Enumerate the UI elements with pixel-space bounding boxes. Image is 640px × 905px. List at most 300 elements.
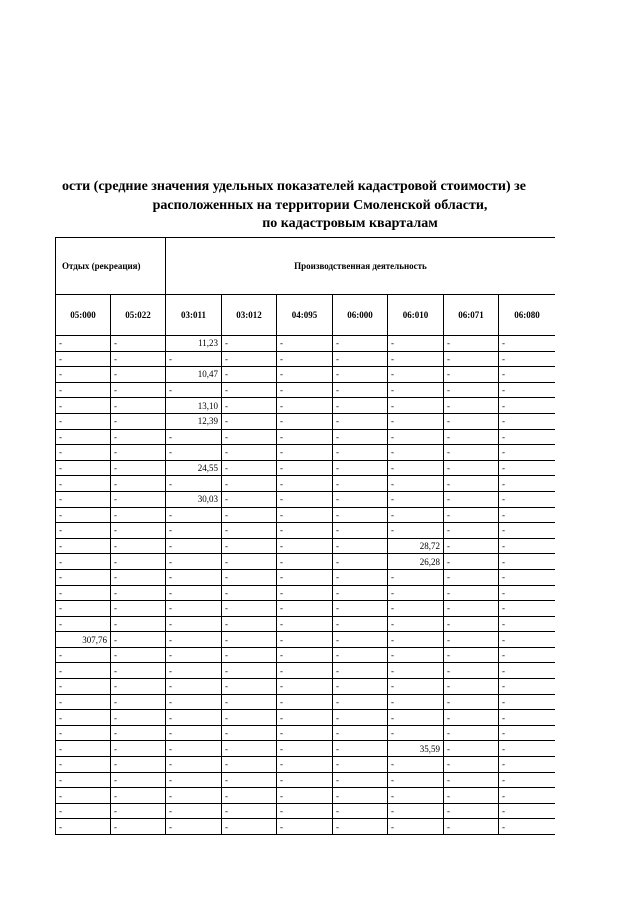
table-cell: -: [444, 460, 499, 476]
table-cell: -: [499, 336, 556, 352]
table-cell: -: [56, 616, 111, 632]
table-cell: -: [444, 710, 499, 726]
table-row: [56, 336, 556, 352]
table-cell: -: [388, 616, 444, 632]
table-row: [56, 554, 556, 570]
table-cell: -: [444, 601, 499, 617]
table-cell: -: [444, 554, 499, 570]
table-cell: -: [388, 413, 444, 429]
table-cell: -: [333, 694, 388, 710]
table-cell: -: [499, 367, 556, 383]
column-code-header: 06:080: [499, 295, 556, 336]
table-cell: -: [56, 772, 111, 788]
table-cell: -: [277, 710, 333, 726]
table-cell: -: [222, 476, 277, 492]
table-cell: -: [111, 398, 166, 414]
document-title-line-2: расположенных на территории Смоленской области,: [152, 198, 488, 213]
table-cell: -: [499, 679, 556, 695]
table-cell: 10,47: [166, 367, 222, 383]
table-cell: -: [444, 725, 499, 741]
table-cell: -: [56, 788, 111, 804]
table-row: [56, 647, 556, 663]
table-cell: -: [499, 445, 556, 461]
table-cell: -: [222, 351, 277, 367]
table-cell: -: [222, 413, 277, 429]
table-cell: -: [111, 585, 166, 601]
table-cell: -: [166, 616, 222, 632]
table-cell: -: [388, 398, 444, 414]
table-cell: -: [111, 367, 166, 383]
table-cell: -: [499, 710, 556, 726]
table-cell: -: [333, 445, 388, 461]
table-cell: -: [333, 585, 388, 601]
table-cell: -: [388, 647, 444, 663]
table-row: [56, 476, 556, 492]
table-cell: -: [166, 710, 222, 726]
table-cell: -: [277, 507, 333, 523]
table-cell: -: [333, 601, 388, 617]
table-row: [56, 445, 556, 461]
table-cell: -: [277, 523, 333, 539]
table-cell: -: [111, 382, 166, 398]
table-cell: -: [111, 460, 166, 476]
table-row: [56, 523, 556, 539]
table-cell: -: [166, 647, 222, 663]
table-cell: -: [56, 663, 111, 679]
table-cell: -: [333, 741, 388, 757]
table-cell: -: [222, 336, 277, 352]
table-row: [56, 491, 556, 507]
table-cell: -: [333, 554, 388, 570]
table-cell: -: [388, 382, 444, 398]
table-cell: 13,10: [166, 398, 222, 414]
table-cell: -: [499, 647, 556, 663]
column-code-header: 06:010: [388, 295, 444, 336]
table-row: [56, 382, 556, 398]
table-cell: -: [499, 523, 556, 539]
table-cell: -: [333, 632, 388, 648]
table-row: [56, 367, 556, 383]
table-cell: -: [56, 694, 111, 710]
table-cell: -: [499, 538, 556, 554]
table-cell: -: [499, 757, 556, 773]
table-cell: -: [277, 429, 333, 445]
table-cell: -: [111, 601, 166, 617]
table-cell: -: [333, 367, 388, 383]
table-cell: -: [56, 601, 111, 617]
table-cell: -: [111, 523, 166, 539]
table-cell: -: [444, 523, 499, 539]
table-cell: -: [222, 694, 277, 710]
table-cell: -: [333, 647, 388, 663]
table-cell: -: [111, 694, 166, 710]
table-cell: -: [56, 460, 111, 476]
table-cell: -: [388, 569, 444, 585]
table-cell: -: [499, 819, 556, 835]
table-cell: -: [499, 803, 556, 819]
table-cell: 35,59: [388, 741, 444, 757]
table-cell: -: [111, 679, 166, 695]
table-cell: -: [388, 460, 444, 476]
table-cell: -: [499, 351, 556, 367]
table-cell: -: [333, 538, 388, 554]
table-row: [56, 507, 556, 523]
table-cell: -: [56, 803, 111, 819]
table-cell: -: [166, 694, 222, 710]
column-code-header: 06:071: [444, 295, 499, 336]
table-cell: -: [56, 367, 111, 383]
table-cell: -: [277, 460, 333, 476]
table-cell: -: [222, 788, 277, 804]
table-cell: 11,23: [166, 336, 222, 352]
table-cell: -: [333, 616, 388, 632]
table-cell: -: [222, 741, 277, 757]
table-cell: -: [166, 554, 222, 570]
table-cell: -: [444, 679, 499, 695]
table-cell: -: [166, 351, 222, 367]
table-cell: -: [166, 569, 222, 585]
table-cell: -: [111, 507, 166, 523]
table-cell: -: [388, 757, 444, 773]
table-cell: -: [388, 585, 444, 601]
table-cell: -: [499, 694, 556, 710]
table-cell: -: [333, 725, 388, 741]
table-cell: -: [222, 803, 277, 819]
table-cell: -: [56, 445, 111, 461]
document-title-line-3: по кадастровым кварталам: [262, 216, 438, 231]
table-cell: -: [222, 507, 277, 523]
column-code-header: 05:000: [56, 295, 111, 336]
table-cell: -: [333, 803, 388, 819]
table-cell: -: [111, 741, 166, 757]
table-cell: -: [333, 757, 388, 773]
table-cell: -: [222, 601, 277, 617]
table-cell: -: [388, 663, 444, 679]
table-row: [56, 819, 556, 835]
table-cell: -: [333, 336, 388, 352]
table-cell: 24,55: [166, 460, 222, 476]
document-title-line-1: ости (средние значения удельных показателей кадастровой стоимости) зе: [62, 179, 526, 194]
table-cell: -: [111, 429, 166, 445]
table-cell: -: [444, 585, 499, 601]
table-cell: -: [56, 491, 111, 507]
table-cell: -: [277, 382, 333, 398]
table-cell: -: [444, 694, 499, 710]
table-cell: -: [166, 445, 222, 461]
table-cell: -: [222, 725, 277, 741]
table-row: [56, 585, 556, 601]
table-cell: -: [111, 476, 166, 492]
table-cell: -: [166, 679, 222, 695]
table-row: [56, 460, 556, 476]
code-header-row: [56, 295, 556, 336]
table-cell: -: [277, 757, 333, 773]
table-cell: -: [444, 398, 499, 414]
table-cell: -: [444, 772, 499, 788]
table-cell: -: [166, 538, 222, 554]
table-cell: 26,28: [388, 554, 444, 570]
table-cell: -: [166, 429, 222, 445]
table-cell: -: [222, 616, 277, 632]
table-cell: -: [222, 757, 277, 773]
table-cell: -: [388, 632, 444, 648]
table-cell: -: [56, 725, 111, 741]
table-cell: -: [388, 367, 444, 383]
table-row: [56, 398, 556, 414]
table-cell: -: [111, 725, 166, 741]
table-cell: -: [277, 819, 333, 835]
table-cell: -: [388, 772, 444, 788]
table-cell: -: [277, 679, 333, 695]
table-cell: -: [388, 710, 444, 726]
table-row: [56, 351, 556, 367]
table-row: [56, 679, 556, 695]
table-cell: -: [222, 819, 277, 835]
table-row: [56, 788, 556, 804]
table-cell: -: [111, 632, 166, 648]
column-code-header: 03:011: [166, 295, 222, 336]
table-cell: -: [333, 569, 388, 585]
table-cell: -: [277, 788, 333, 804]
table-cell: -: [166, 757, 222, 773]
table-cell: -: [111, 819, 166, 835]
table-cell: -: [444, 538, 499, 554]
column-code-header: 05:022: [111, 295, 166, 336]
table-cell: -: [499, 725, 556, 741]
table-row: [56, 694, 556, 710]
table-cell: -: [222, 647, 277, 663]
table-cell: -: [56, 336, 111, 352]
table-cell: -: [444, 336, 499, 352]
table-cell: -: [222, 679, 277, 695]
table-cell: -: [499, 601, 556, 617]
table-cell: -: [333, 460, 388, 476]
table-cell: -: [388, 445, 444, 461]
table-cell: -: [222, 398, 277, 414]
table-cell: -: [444, 741, 499, 757]
table-cell: -: [56, 647, 111, 663]
table-cell: -: [166, 585, 222, 601]
table-cell: 28,72: [388, 538, 444, 554]
group-header-row: [56, 238, 556, 295]
table-cell: -: [277, 741, 333, 757]
table-cell: -: [499, 460, 556, 476]
table-cell: -: [499, 632, 556, 648]
table-cell: -: [166, 507, 222, 523]
table-cell: -: [56, 523, 111, 539]
table-cell: -: [56, 429, 111, 445]
table-cell: -: [222, 632, 277, 648]
table-cell: -: [222, 445, 277, 461]
table-row: [56, 632, 556, 648]
table-cell: -: [56, 382, 111, 398]
table-cell: -: [166, 663, 222, 679]
table-cell: -: [111, 413, 166, 429]
table-cell: -: [499, 398, 556, 414]
table-cell: -: [56, 757, 111, 773]
table-cell: -: [111, 538, 166, 554]
table-cell: -: [444, 367, 499, 383]
table-cell: -: [277, 491, 333, 507]
table-cell: -: [166, 741, 222, 757]
table-cell: -: [444, 382, 499, 398]
table-cell: -: [277, 336, 333, 352]
table-row: [56, 710, 556, 726]
table-cell: -: [388, 336, 444, 352]
table-cell: -: [111, 491, 166, 507]
table-cell: -: [499, 741, 556, 757]
table-cell: -: [388, 694, 444, 710]
table-row: [56, 413, 556, 429]
table-cell: -: [277, 803, 333, 819]
column-code-header: 04:095: [277, 295, 333, 336]
table-cell: -: [166, 772, 222, 788]
table-cell: -: [499, 491, 556, 507]
table-cell: -: [111, 757, 166, 773]
table-cell: -: [388, 725, 444, 741]
table-row: [56, 725, 556, 741]
table-cell: -: [277, 398, 333, 414]
table-cell: -: [56, 398, 111, 414]
table-cell: -: [56, 476, 111, 492]
table-cell: -: [388, 819, 444, 835]
table-cell: -: [388, 803, 444, 819]
table-cell: -: [444, 663, 499, 679]
table-row: [56, 616, 556, 632]
column-code-header: 06:000: [333, 295, 388, 336]
table-cell: -: [111, 336, 166, 352]
table-cell: -: [111, 351, 166, 367]
table-cell: -: [277, 445, 333, 461]
table-row: [56, 538, 556, 554]
table-cell: -: [444, 632, 499, 648]
table-cell: -: [111, 772, 166, 788]
table-row: [56, 663, 556, 679]
table-cell: 307,76: [56, 632, 111, 648]
table-cell: -: [277, 569, 333, 585]
table-cell: -: [333, 351, 388, 367]
table-cell: -: [444, 351, 499, 367]
table-cell: -: [56, 538, 111, 554]
table-cell: -: [166, 523, 222, 539]
table-cell: -: [499, 429, 556, 445]
table-cell: -: [444, 476, 499, 492]
table-cell: -: [499, 476, 556, 492]
table-cell: -: [499, 772, 556, 788]
table-cell: -: [444, 429, 499, 445]
table-cell: -: [333, 476, 388, 492]
table-cell: 30,03: [166, 491, 222, 507]
table-cell: -: [166, 632, 222, 648]
table-cell: -: [499, 569, 556, 585]
table-cell: -: [277, 632, 333, 648]
table-cell: -: [277, 772, 333, 788]
table-cell: -: [277, 647, 333, 663]
table-cell: -: [277, 694, 333, 710]
table-cell: -: [388, 351, 444, 367]
table-cell: -: [56, 554, 111, 570]
table-cell: -: [444, 491, 499, 507]
table-cell: -: [499, 507, 556, 523]
table-cell: -: [333, 788, 388, 804]
table-cell: -: [222, 710, 277, 726]
table-cell: -: [56, 413, 111, 429]
column-code-header: 03:012: [222, 295, 277, 336]
table-cell: -: [333, 710, 388, 726]
table-cell: -: [166, 788, 222, 804]
table-cell: -: [499, 788, 556, 804]
table-cell: -: [277, 538, 333, 554]
table-cell: -: [444, 819, 499, 835]
table-cell: -: [388, 788, 444, 804]
table-cell: -: [499, 413, 556, 429]
table-cell: -: [222, 382, 277, 398]
table-cell: -: [111, 616, 166, 632]
table-cell: -: [56, 819, 111, 835]
table-cell: -: [499, 585, 556, 601]
table-cell: -: [166, 725, 222, 741]
table-cell: -: [166, 601, 222, 617]
table-cell: -: [499, 663, 556, 679]
table-cell: -: [111, 445, 166, 461]
table-cell: -: [222, 429, 277, 445]
table-row: [56, 601, 556, 617]
table-cell: -: [388, 429, 444, 445]
table-cell: -: [333, 382, 388, 398]
table-row: [56, 429, 556, 445]
table-cell: -: [333, 413, 388, 429]
table-cell: -: [56, 710, 111, 726]
table-cell: -: [111, 788, 166, 804]
table-cell: -: [499, 616, 556, 632]
table-cell: -: [111, 569, 166, 585]
table-cell: -: [333, 819, 388, 835]
table-cell: -: [56, 679, 111, 695]
table-cell: -: [388, 476, 444, 492]
table-row: [56, 803, 556, 819]
cadastral-value-table: [55, 237, 555, 835]
table-cell: -: [277, 367, 333, 383]
table-cell: -: [388, 679, 444, 695]
table-cell: -: [222, 538, 277, 554]
table-cell: -: [277, 585, 333, 601]
table-cell: -: [56, 741, 111, 757]
table-row: [56, 569, 556, 585]
table-cell: -: [277, 601, 333, 617]
table-cell: -: [277, 351, 333, 367]
table-cell: -: [222, 491, 277, 507]
group-header-recreation: Отдых (рекреация): [56, 238, 166, 295]
table-cell: -: [222, 523, 277, 539]
table-cell: -: [111, 710, 166, 726]
table-cell: -: [222, 569, 277, 585]
table-cell: -: [333, 429, 388, 445]
table-cell: -: [444, 413, 499, 429]
table-cell: -: [222, 585, 277, 601]
table-cell: -: [56, 569, 111, 585]
table-cell: -: [499, 554, 556, 570]
table-cell: -: [333, 679, 388, 695]
table-cell: 12,39: [166, 413, 222, 429]
table-cell: -: [222, 554, 277, 570]
table-cell: -: [277, 616, 333, 632]
table-cell: -: [222, 772, 277, 788]
table-cell: -: [388, 507, 444, 523]
table-cell: -: [388, 491, 444, 507]
table-cell: -: [166, 803, 222, 819]
table-cell: -: [333, 523, 388, 539]
table-cell: -: [444, 647, 499, 663]
